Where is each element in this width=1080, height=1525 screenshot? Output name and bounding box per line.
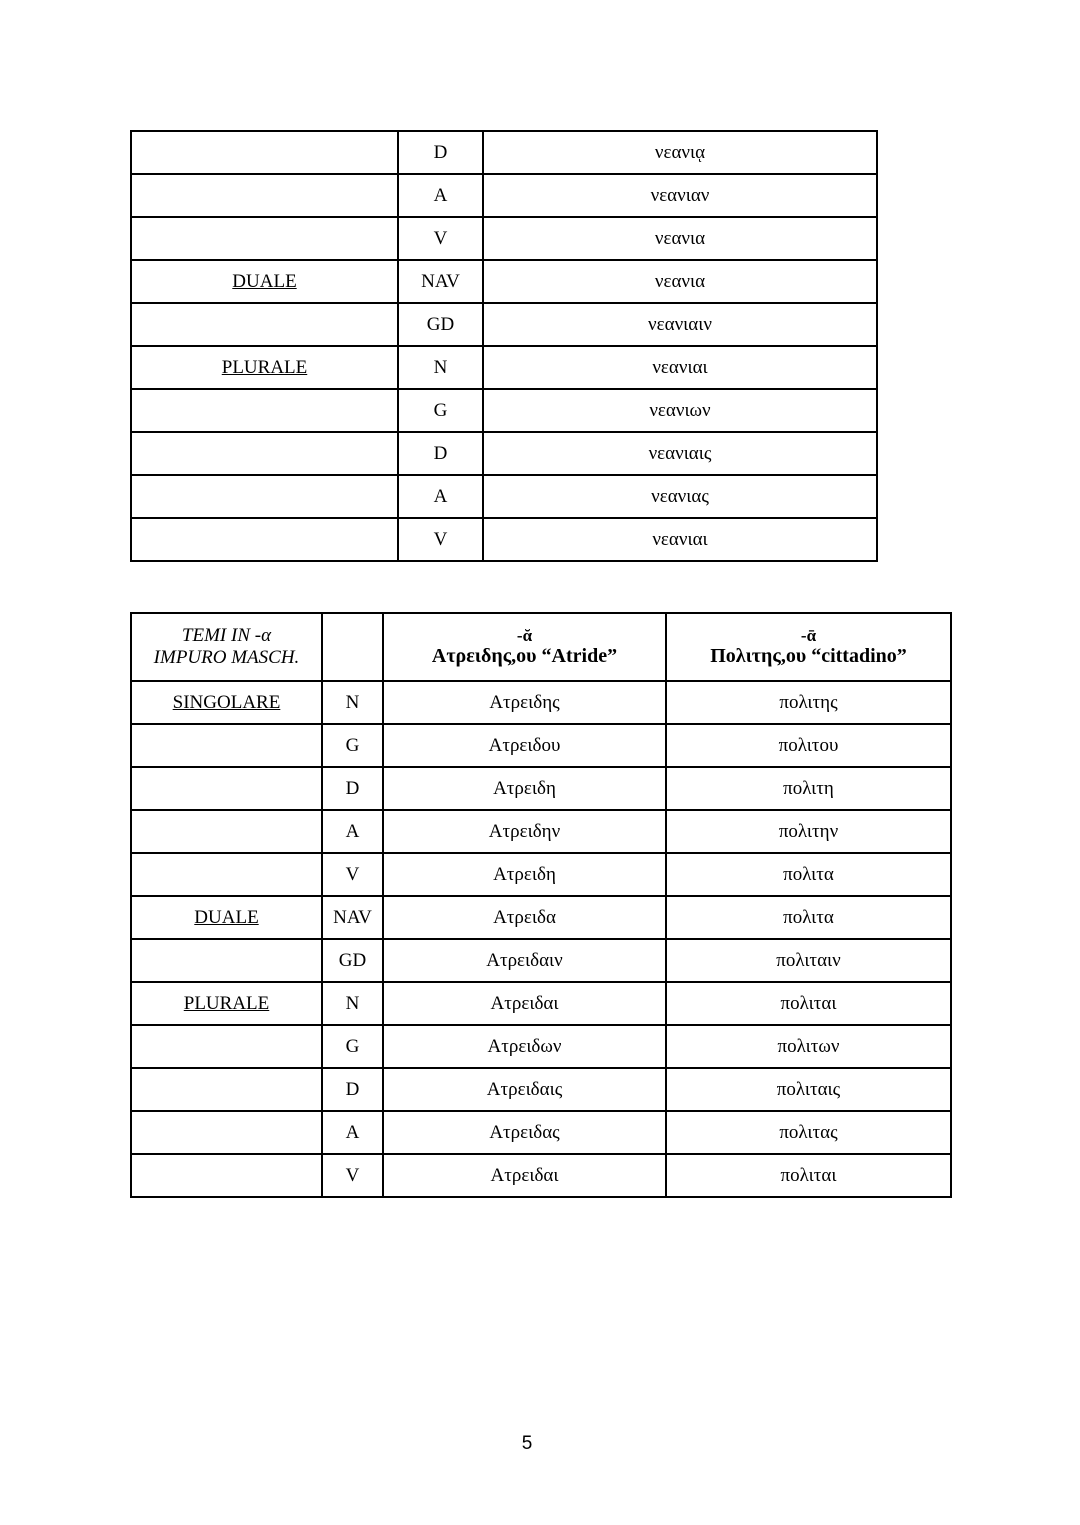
case-cell: A xyxy=(322,1111,383,1154)
section-cell xyxy=(131,853,322,896)
form-cell: νεανιαι xyxy=(483,518,877,561)
declension-table-masculine-impure-alpha xyxy=(130,612,952,1198)
form-cell-polites: πολιτων xyxy=(666,1025,951,1068)
section-cell xyxy=(131,518,398,561)
table-row xyxy=(131,346,877,389)
form-cell-polites: πολιτη xyxy=(666,767,951,810)
section-cell xyxy=(131,174,398,217)
table-row xyxy=(131,724,951,767)
table-row xyxy=(131,260,877,303)
table-row xyxy=(131,389,877,432)
section-cell xyxy=(131,939,322,982)
section-cell xyxy=(131,217,398,260)
table-row xyxy=(131,475,877,518)
column-name-label: Πολιτης,ου “cittadino” xyxy=(710,645,907,668)
table-row xyxy=(131,1025,951,1068)
table-row xyxy=(131,174,877,217)
form-cell-atreides: Ατρειδαι xyxy=(383,982,666,1025)
section-cell xyxy=(131,724,322,767)
table-row xyxy=(131,518,877,561)
form-cell-polites: πολιται xyxy=(666,982,951,1025)
form-cell-atreides: Ατρειδας xyxy=(383,1111,666,1154)
column-header-atreides xyxy=(383,613,666,681)
form-cell: νεανιας xyxy=(483,475,877,518)
case-cell: G xyxy=(322,724,383,767)
form-cell-polites: πολιταιν xyxy=(666,939,951,982)
case-cell: N xyxy=(398,346,483,389)
table-title-line2: IMPURO MASCH. xyxy=(153,647,300,668)
case-cell: GD xyxy=(398,303,483,346)
form-cell-polites: πολιταις xyxy=(666,1068,951,1111)
case-cell: V xyxy=(322,853,383,896)
table-title-cell xyxy=(131,613,322,681)
case-cell: A xyxy=(322,810,383,853)
case-cell: N xyxy=(322,681,383,724)
form-cell: νεανιαν xyxy=(483,174,877,217)
declension-table-neanias xyxy=(130,130,878,562)
section-cell: DUALE xyxy=(131,260,398,303)
form-cell-atreides: Ατρειδη xyxy=(383,853,666,896)
case-cell: V xyxy=(398,518,483,561)
table-header-row xyxy=(131,613,951,681)
form-cell-atreides: Ατρειδη xyxy=(383,767,666,810)
form-cell-polites: πολιτα xyxy=(666,853,951,896)
form-cell-atreides: Ατρειδην xyxy=(383,810,666,853)
table-row xyxy=(131,939,951,982)
form-cell-atreides: Ατρειδα xyxy=(383,896,666,939)
form-cell-polites: πολιτης xyxy=(666,681,951,724)
table-row xyxy=(131,767,951,810)
form-cell: νεανιων xyxy=(483,389,877,432)
section-cell xyxy=(131,389,398,432)
section-cell xyxy=(131,810,322,853)
column-name-label: Ατρειδης,ου “Atride” xyxy=(431,645,618,668)
form-cell-polites: πολιται xyxy=(666,1154,951,1197)
form-cell: νεανιαις xyxy=(483,432,877,475)
form-cell-atreides: Ατρειδου xyxy=(383,724,666,767)
case-cell: D xyxy=(322,1068,383,1111)
case-cell: D xyxy=(398,131,483,174)
case-cell: D xyxy=(322,767,383,810)
case-cell: NAV xyxy=(398,260,483,303)
table-row xyxy=(131,896,951,939)
form-cell-atreides: Ατρειδων xyxy=(383,1025,666,1068)
column-sub-label: -ᾱ xyxy=(800,625,817,645)
table-row xyxy=(131,1068,951,1111)
table-row xyxy=(131,217,877,260)
table-row xyxy=(131,1154,951,1197)
form-cell-polites: πολιτα xyxy=(666,896,951,939)
form-cell: νεανιᾳ xyxy=(483,131,877,174)
section-cell: DUALE xyxy=(131,896,322,939)
form-cell: νεανια xyxy=(483,217,877,260)
table-row xyxy=(131,303,877,346)
table-row xyxy=(131,853,951,896)
form-cell: νεανια xyxy=(483,260,877,303)
section-cell xyxy=(131,1154,322,1197)
form-cell-atreides: Ατρειδαιν xyxy=(383,939,666,982)
form-cell-polites: πολιτην xyxy=(666,810,951,853)
table-row xyxy=(131,810,951,853)
table-row xyxy=(131,982,951,1025)
form-cell: νεανιαι xyxy=(483,346,877,389)
table-row xyxy=(131,1111,951,1154)
case-cell: A xyxy=(398,475,483,518)
section-cell xyxy=(131,1111,322,1154)
section-cell xyxy=(131,1068,322,1111)
header-empty-cell xyxy=(322,613,383,681)
form-cell-atreides: Ατρειδαι xyxy=(383,1154,666,1197)
table-row xyxy=(131,131,877,174)
form-cell-polites: πολιτας xyxy=(666,1111,951,1154)
page-number: 5 xyxy=(521,1433,533,1454)
section-cell xyxy=(131,303,398,346)
column-sub-label: -ᾰ xyxy=(516,625,533,645)
section-cell xyxy=(131,475,398,518)
case-cell: D xyxy=(398,432,483,475)
section-cell xyxy=(131,767,322,810)
table-title-line1: TEMI IN -α xyxy=(181,625,272,647)
section-cell xyxy=(131,432,398,475)
case-cell: V xyxy=(398,217,483,260)
section-cell: PLURALE xyxy=(131,982,322,1025)
column-header-polites xyxy=(666,613,951,681)
table-row xyxy=(131,432,877,475)
case-cell: G xyxy=(398,389,483,432)
section-cell xyxy=(131,131,398,174)
case-cell: V xyxy=(322,1154,383,1197)
section-cell xyxy=(131,1025,322,1068)
table-row xyxy=(131,681,951,724)
case-cell: A xyxy=(398,174,483,217)
case-cell: NAV xyxy=(322,896,383,939)
form-cell: νεανιαιν xyxy=(483,303,877,346)
form-cell-atreides: Ατρειδης xyxy=(383,681,666,724)
case-cell: GD xyxy=(322,939,383,982)
case-cell: G xyxy=(322,1025,383,1068)
case-cell: N xyxy=(322,982,383,1025)
form-cell-atreides: Ατρειδαις xyxy=(383,1068,666,1111)
section-cell: PLURALE xyxy=(131,346,398,389)
section-cell: SINGOLARE xyxy=(131,681,322,724)
form-cell-polites: πολιτου xyxy=(666,724,951,767)
